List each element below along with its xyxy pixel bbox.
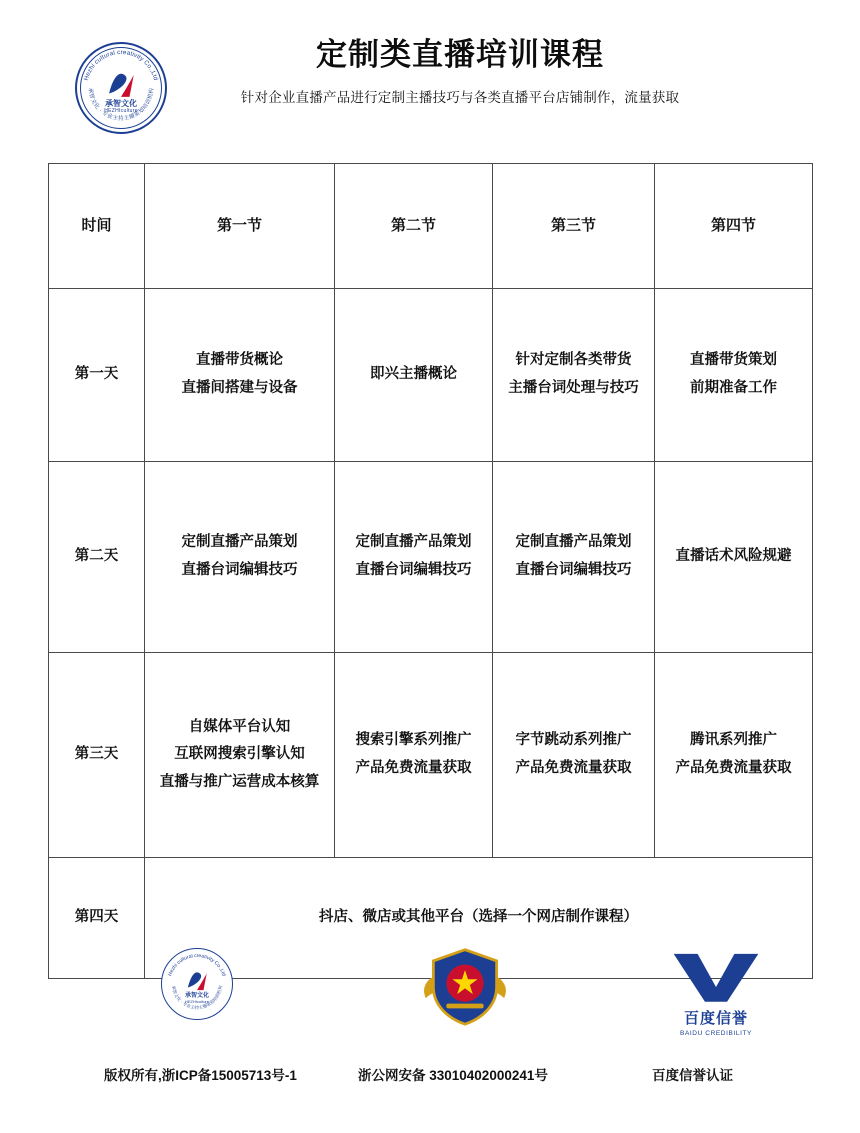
logo-swoosh-icon [104,68,138,102]
cell-day1-session3 [493,289,655,462]
course-schedule-table [48,163,813,979]
row-label-day3: 第三天 [49,653,145,858]
column-header-session1: 第一节 [145,164,335,289]
baidu-v-icon [670,950,762,1002]
table-row [49,462,813,653]
row-label-day1: 第一天 [49,289,145,462]
cell-day3-session2 [335,653,493,858]
cell-line: 自媒体平台认知 [188,718,291,735]
footer-company-seal [152,948,242,1020]
svg-text:Hezhi cultural creativity Co.,: Hezhi cultural creativity Co.,Ltd [82,48,160,82]
row-label-day4: 第四天 [49,858,145,979]
baidu-credibility-badge [660,950,772,1037]
column-header-session2: 第二节 [335,164,493,289]
cell-line: 直播带货策划 [690,352,777,369]
cell-day1-session2 [335,289,493,462]
cell-line: 直播台词编辑技巧 [515,562,632,578]
cell-line: 定制直播产品策划 [181,534,298,551]
cell-line: 直播台词编辑技巧 [181,562,298,578]
cell-day2-session3 [493,462,655,653]
cell-line: 前期准备工作 [690,380,777,396]
cell-line: 直播带货概论 [196,352,283,369]
cell-day3-session3 [493,653,655,858]
document-header [0,0,860,123]
cell-line: 产品免费流量获取 [355,760,472,776]
cell-line: 主播台词处理与技巧 [508,380,639,396]
police-record-emblem [412,946,518,1031]
cell-line: 即兴主播概论 [370,366,457,383]
cell-line: 互联网搜索引擎认知 [174,746,305,763]
cell-day3-session4 [655,653,813,858]
row-label-day2: 第二天 [49,462,145,653]
svg-text:Hezhi cultural creativity Co.,: Hezhi cultural creativity Co.,Ltd [167,952,227,978]
cell-line: 腾讯系列推广 [690,732,777,749]
cell-day4-merged: 抖店、微店或其他平台（选择一个网店制作课程） [145,858,813,979]
cell-line: 字节跳动系列推广 [515,732,632,749]
footer-copyright-icp[interactable]: 版权所有,浙ICP备15005713号-1 [104,1068,297,1083]
svg-text:承智文化 · 专业主持主播策划培训机构: 承智文化 · 专业主持主播策划培训机构 [86,87,156,123]
table-header-row [49,164,813,289]
footer-seal-company-name-en: HEZHIculture [184,999,209,1004]
table-row [49,289,813,462]
column-header-time: 时间 [49,164,145,289]
logo-company-name: 承智文化 [105,99,137,108]
column-header-session3: 第三节 [493,164,655,289]
baidu-mark-label-en: BAIDU CREDIBILITY [680,1029,752,1037]
page-subtitle: 针对企业直播产品进行定制主播技巧与各类直播平台店铺制作，流量获取 [240,90,680,106]
page-title: 定制类直播培训课程 [316,37,604,72]
footer-seal-arc-text-icon [161,948,233,1020]
footer-police-record[interactable]: 浙公网安备 33010402000241号 [358,1068,548,1083]
cell-line: 针对定制各类带货 [515,352,632,369]
footer-text-row [0,1048,860,1108]
company-logo [75,42,167,134]
cell-line: 定制直播产品策划 [355,534,472,551]
cell-line: 直播话术风险规避 [675,548,792,565]
footer-badges [0,938,860,1048]
cell-line: 直播间搭建与设备 [181,380,298,396]
schedule-table-container [48,163,812,979]
footer-baidu-label[interactable]: 百度信誉认证 [652,1068,733,1083]
column-header-session4: 第四节 [655,164,813,289]
cell-day1-session1 [145,289,335,462]
cell-day1-session4 [655,289,813,462]
cell-line: 搜索引擎系列推广 [355,732,472,749]
cell-line: 产品免费流量获取 [515,760,632,776]
cell-day2-session4 [655,462,813,653]
cell-line: 直播与推广运营成本核算 [159,773,320,790]
cell-line: 定制直播产品策划 [515,534,632,551]
cell-line: 直播台词编辑技巧 [355,562,472,578]
cell-day3-session1 [145,653,335,858]
baidu-mark-label: 百度信誉 [683,1010,748,1027]
cell-day2-session2 [335,462,493,653]
document-footer [0,938,860,1133]
logo-company-name-en: HEZHIculture [104,108,138,114]
table-row [49,653,813,858]
police-badge-icon [418,946,512,1026]
svg-text:承智文化 · 专业主持主播策划培训机构: 承智文化 · 专业主持主播策划培训机构 [170,985,224,1011]
footer-seal-company-name: 承智文化 [184,993,209,999]
cell-day2-session1 [145,462,335,653]
cell-line: 产品免费流量获取 [675,760,792,776]
